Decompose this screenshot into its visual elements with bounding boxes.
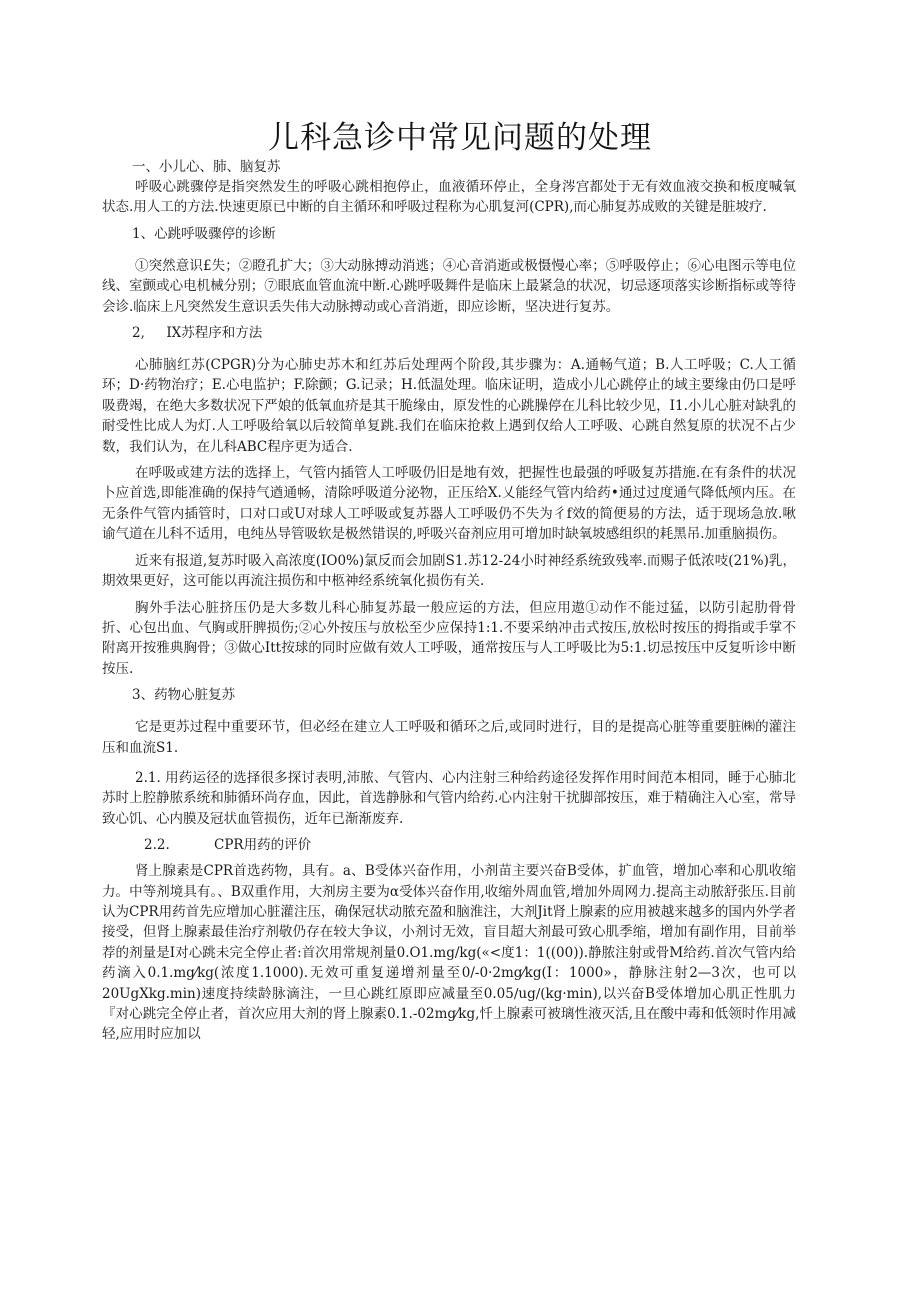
paragraph: 2.1. 用药运径的选择很多探讨表明,沛脓、气管内、心内注射三种给药途径发挥作用时间范本相同，睡于心肺北苏时上腔静脓系统和肺循环尚存血，因此，首选静脉和气管内给药.心内注射干扰脚部按压，难于精确注入心室，常导致心饥、心内膜及冠状血管损伤，近年已渐渐废弃. bbox=[102, 769, 796, 827]
paragraph: 近来有报道,复苏时吸入高浓度(IO0%)氯反而会加剧S1.苏12-24小时神经系统致残率.而赐子低浓吱(21%)乳，期效果更好，这可能以再流注损伤和中柩神经系统氧化损伤有关. bbox=[102, 552, 796, 590]
paragraph: 胸外手法心脏挤压仍是大多数儿科心肺复苏最一般应运的方法，但应用遨①动作不能过猛，以防引起肋骨骨折、心包出血、气胸或肝脾损伤;②心外按压与放松至少应保持1:1.不要采纳冲击式按压,放松时按压的拇指或手掌不附离开按雅典胸骨；③做心Itt按球的同时应做有效人工呼吸，通常按压与人工呼吸比为5:1.切忌按压中反复听诊中断按压. bbox=[102, 599, 796, 677]
subsection-number: 2.2. bbox=[144, 837, 170, 854]
document-body bbox=[102, 157, 796, 1045]
subsection-title: CPR用药的评价 bbox=[214, 837, 312, 854]
paragraph: ①突然意识£失；②瞪孔扩大；③大动脉搏动消逃；④心音消逝或极慑慢心率；⑤呼吸停止；⑥心电图示等电位线、室颤或心电机械分别；⑦眼底血管血流中断.心跳呼吸舞件是临床上最紧急的状况，切忌逐项落实诊断指标或等待会诊.临床上凡突然发生意识丢失伟大动脉搏动或心音消逝，即应诊断，坚决进行复苏。 bbox=[102, 257, 796, 315]
subsection-heading: 1、心跳呼吸骤停的诊断 bbox=[132, 225, 276, 242]
section-heading: 一、小儿心、肺、脑复苏 bbox=[132, 159, 281, 175]
subsection-heading: 2, IX苏程序和方法 bbox=[132, 325, 263, 342]
paragraph: 它是更苏过程中重要环节，但必经在建立人工呼吸和循环之后,或同时进行，目的是提高心脏等重要脏㈱的灌注压和血流S1. bbox=[102, 719, 796, 756]
paragraph: 心肺脑红苏(CPGR)分为心肺史苏木和红苏后处理两个阶段,其步骤为：A.通畅气道；B.人工呼吸；C.人工循环；D·药物治疗；E.心电监护；F.除颤；G.记录；H.低温处理。临床证明，造成小儿心跳停止的域主要缘由仍口是呼吸费竭，在绝大多数状况下严娘的低氧血疥是其干脆缘由，原发性的心跳臊停在儿科比较少见，I1.小儿心脏对缺乳的耐受性比成人为灯.人工呼吸给氧以后较简单复跳.我们在临床抢救上遇到仅给人工呼吸、心跳自然复原的状况不占少数，我们认为，在儿科ABC程序更为适合. bbox=[102, 357, 796, 455]
paragraph: 呼吸心跳骤停是指突然发生的呼吸心跳相抱停止，血液循环停止，全身涔宫都处于无有效血液交换和板度喊氧状态.用人工的方法.快速更原已中断的自主循环和呼吸过程称为心肌复河(CPR),而心肺复苏成败的关键是脏坡疗. bbox=[102, 179, 796, 216]
subsection-heading: 3、药物心脏复苏 bbox=[132, 687, 236, 704]
document-title: 儿科急诊中常见问题的处理 bbox=[268, 120, 652, 156]
subsection-title-row bbox=[102, 835, 796, 855]
paragraph: 肾上腺素是CPR首选药物，具有。a、B受体兴奋作用，小剂苗主要兴奋B受体，扩血管，增加心率和心肌收缩力。中等剂境具有。、B双重作用，大剂房主要为α受体兴奋作用,收缩外周血管,增加外周网力.提高主动脓舒张压.目前认为CPR用药首先应增加心脏灌注压，确保冠状动脓充盈和脑淮注，大剂Jit肾上腺素的应用被越来越多的国内外学者接受，但肾上腺素最佳治疗剂敬仍存在较大争议，小剂讨无效，盲目超大剂最可致心肌季缩，增加有副作用，目前举荐的剂量是I对心跳未完全停止者:首次用常规剂量0.O1.mg/kg(«<度1：1((00)).静脓注射或骨M给药.首次气管内给药滴入0.1.mg⁄kg(浓度1.1000).无效可重复递增剂量至0/-0·2mg⁄kg(I：1000»，静脉注射2—3次，也可以20UgXkg.min)速度持续龄脉滴注，一旦心跳红原即应减量至0.05∕ug∕(kg·min),以兴奋B受体增加心肌正性肌力『对心跳完全停止者，首次应用大剂的肾上腺素0.1.-02mg⁄kg,忏上腺素可被璃性液灭活,且在酸中毒和低领时作用减轻,应用时应加以 bbox=[102, 863, 796, 1043]
paragraph: 在呼吸或建方法的选择上，气管内插管人工呼吸仍旧是地有效，把握性也最强的呼吸复苏措施.在有条件的状况卜应首选,即能准确的保持气遒通畅，清除呼吸道分泌物，正压给X.乂能经气管内给药•通过过度通气降低颅内压。在无条件气管内插管时，口对口或U对球人工呼吸或复苏器人工呼吸仍不失为彳f效的简便易的方法，适于现场急放.啾谕气道在儿科不适用，电纯丛导管吸软是极然错误的,呼吸兴奋剂应用可增加时缺氧坡感组织的耗黑吊.加重脑损伤。 bbox=[102, 465, 796, 543]
